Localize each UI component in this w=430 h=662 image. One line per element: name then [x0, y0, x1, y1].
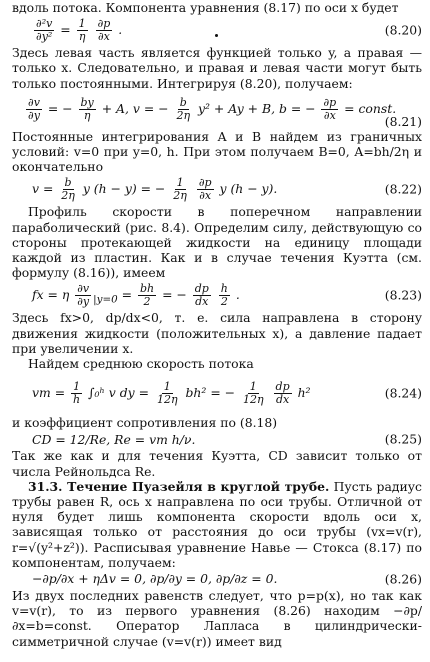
equation-number: (8.26) [384, 571, 422, 587]
equation-8-23 [12, 280, 422, 310]
eq-body: CD = 12/Re, Re = vm h/ν. [32, 431, 196, 447]
paragraph-10: Из двух последних равенств следует, что p=p(x), но так как v=v(r), то из первого уравнения (8.26) находим −∂p/∂x=b=const. Оператор Лапласа в цилиндрически-симметричной случае (v=v(r)) имеет вид [12, 588, 422, 649]
eq-frac-den: ∂x [199, 188, 212, 202]
eq-frac-num: dp [275, 379, 290, 393]
eq-frac-den: ∂x [323, 109, 336, 123]
eq-frac-den: 2η [61, 188, 75, 202]
eq-op: + A, v = − [101, 101, 169, 117]
eq-frac-num: by [80, 96, 94, 110]
eq-op: = − [162, 286, 187, 302]
equation-number: (8.20) [384, 22, 422, 38]
eq-frac-den: dx [275, 392, 290, 406]
paragraph-2: Здесь левая часть является функцией только y, а правая — только x. Следовательно, и правая и левая части могут быть только постоянными. Интегрируя (8.20), получаем: [12, 45, 422, 91]
eq-frac-num: h [220, 281, 228, 295]
eq-op: = [121, 286, 133, 302]
eq-end: h² [297, 384, 311, 400]
eq-frac-den: 12η [242, 392, 264, 406]
eq-frac-den: ∂y [28, 109, 40, 123]
eq-op: = const. [344, 101, 397, 117]
equation-number: (8.22) [384, 181, 422, 197]
equation-number: (8.24) [384, 385, 422, 401]
paragraph-3: Постоянные интегрирования A и B найдем из граничных условий: v=0 при y=0, h. При этом получаем B=0, A=bh/2η и окончательно [12, 128, 422, 175]
eq-frac-den: 2 [220, 294, 228, 308]
section-heading: 31.3. Течение Пуазейля в круглой трубе. [28, 478, 330, 494]
eq-frac-num: bh [139, 281, 155, 295]
eq-frac-num: 1 [163, 379, 171, 393]
eq-frac-num: 1 [176, 175, 184, 189]
eq-frac-den: η [83, 109, 91, 123]
equation-number: (8.25) [384, 431, 422, 447]
equation-8-22 [12, 174, 422, 204]
eq-op: = [60, 21, 71, 37]
print-speck [215, 34, 218, 37]
eq-frac-num: 1 [78, 16, 86, 30]
eq-frac-num: ∂p [323, 96, 337, 110]
eq-frac-den: ∂x [97, 29, 110, 43]
paragraph-9-text: Пусть радиус трубы равен R, ось x направлена по оси трубы. Отличной от нуля будет лишь компонента скорости вдоль оси x, зависящая только от расстояния до оси трубы (vx=v(r), r=√(y²+z²)). Расписывая уравнение Навье — Стокса (8.17) по компонентам, получаем: [12, 478, 422, 570]
eq-op: y (h − y). [219, 180, 278, 196]
equation-number: (8.21) [384, 113, 422, 129]
equation-number: (8.23) [384, 287, 422, 303]
eq-frac-den: ∂y² [36, 29, 53, 43]
text-line-1: вдоль потока. Компонента уравнения (8.17) по оси x будет [12, 0, 399, 15]
eq-op: y² + Ay + B, b = − [198, 101, 316, 117]
eq-frac-num: 1 [249, 379, 257, 393]
eq-sub: |y=0 [93, 293, 118, 306]
eq-body: −∂p/∂x + ηΔv = 0, ∂p/∂y = 0, ∂p/∂z = 0. [32, 571, 278, 587]
paragraph-4: Профиль скорости в поперечном направлении параболический (рис. 8.4). Определим силу, действующую со стороны протекающей жидкости на единицу площади каждой из пластин. Как и в случае течения Куэтта (см. формулу (8.16)), имеем [12, 204, 422, 281]
eq-frac-num: b [64, 175, 72, 189]
eq-frac-den: 2η [173, 188, 187, 202]
eq-frac-den: h [73, 392, 81, 406]
paragraph-7: и коэффициент сопротивления по (8.18) [12, 415, 278, 431]
eq-frac-num: b [179, 96, 187, 110]
eq-frac-den: η [78, 29, 86, 43]
eq-frac-den: 2η [176, 109, 191, 123]
eq-frac-num: ∂²v [36, 16, 53, 30]
eq-op: y (h − y) = − [82, 180, 166, 196]
equation-8-26 [12, 570, 422, 588]
eq-end: . [235, 286, 240, 302]
eq-op: fx = η [32, 286, 70, 302]
equation-8-21 [12, 91, 422, 129]
eq-frac-num: 1 [73, 379, 81, 393]
eq-integral: ∫₀ʰ v dy = [88, 384, 149, 400]
eq-frac-num: ∂p [97, 16, 111, 30]
eq-frac-num: dp [194, 281, 209, 295]
paragraph-5: Здесь fx>0, dp/dx<0, т. е. сила направлена в сторону движения жидкости (положительных x), а давление падает при увеличении x. [12, 310, 422, 356]
eq-frac-den: 12η [156, 392, 178, 406]
eq-frac-num: ∂v [77, 281, 90, 295]
equation-8-20 [12, 15, 422, 45]
eq-frac-den: ∂y [77, 294, 90, 308]
paragraph-6: Найдем среднюю скорость потока [28, 356, 254, 372]
equation-8-24 [12, 371, 422, 415]
eq-op: vm = [32, 384, 66, 400]
eq-op: = − [47, 101, 73, 117]
paragraph-8: Так же как и для течения Куэтта, CD зависит только от числа Рейнольдса Re. [12, 448, 422, 479]
eq-op: v = [32, 180, 54, 196]
eq-frac-num: ∂v [28, 96, 40, 110]
eq-frac-num: ∂p [198, 175, 212, 189]
eq-frac-den: dx [195, 294, 209, 308]
eq-frac-den: 2 [143, 294, 151, 308]
eq-end: . [118, 21, 123, 37]
equation-8-25 [12, 430, 422, 448]
paragraph-9 [12, 479, 422, 570]
eq-op: bh² = − [185, 384, 236, 400]
